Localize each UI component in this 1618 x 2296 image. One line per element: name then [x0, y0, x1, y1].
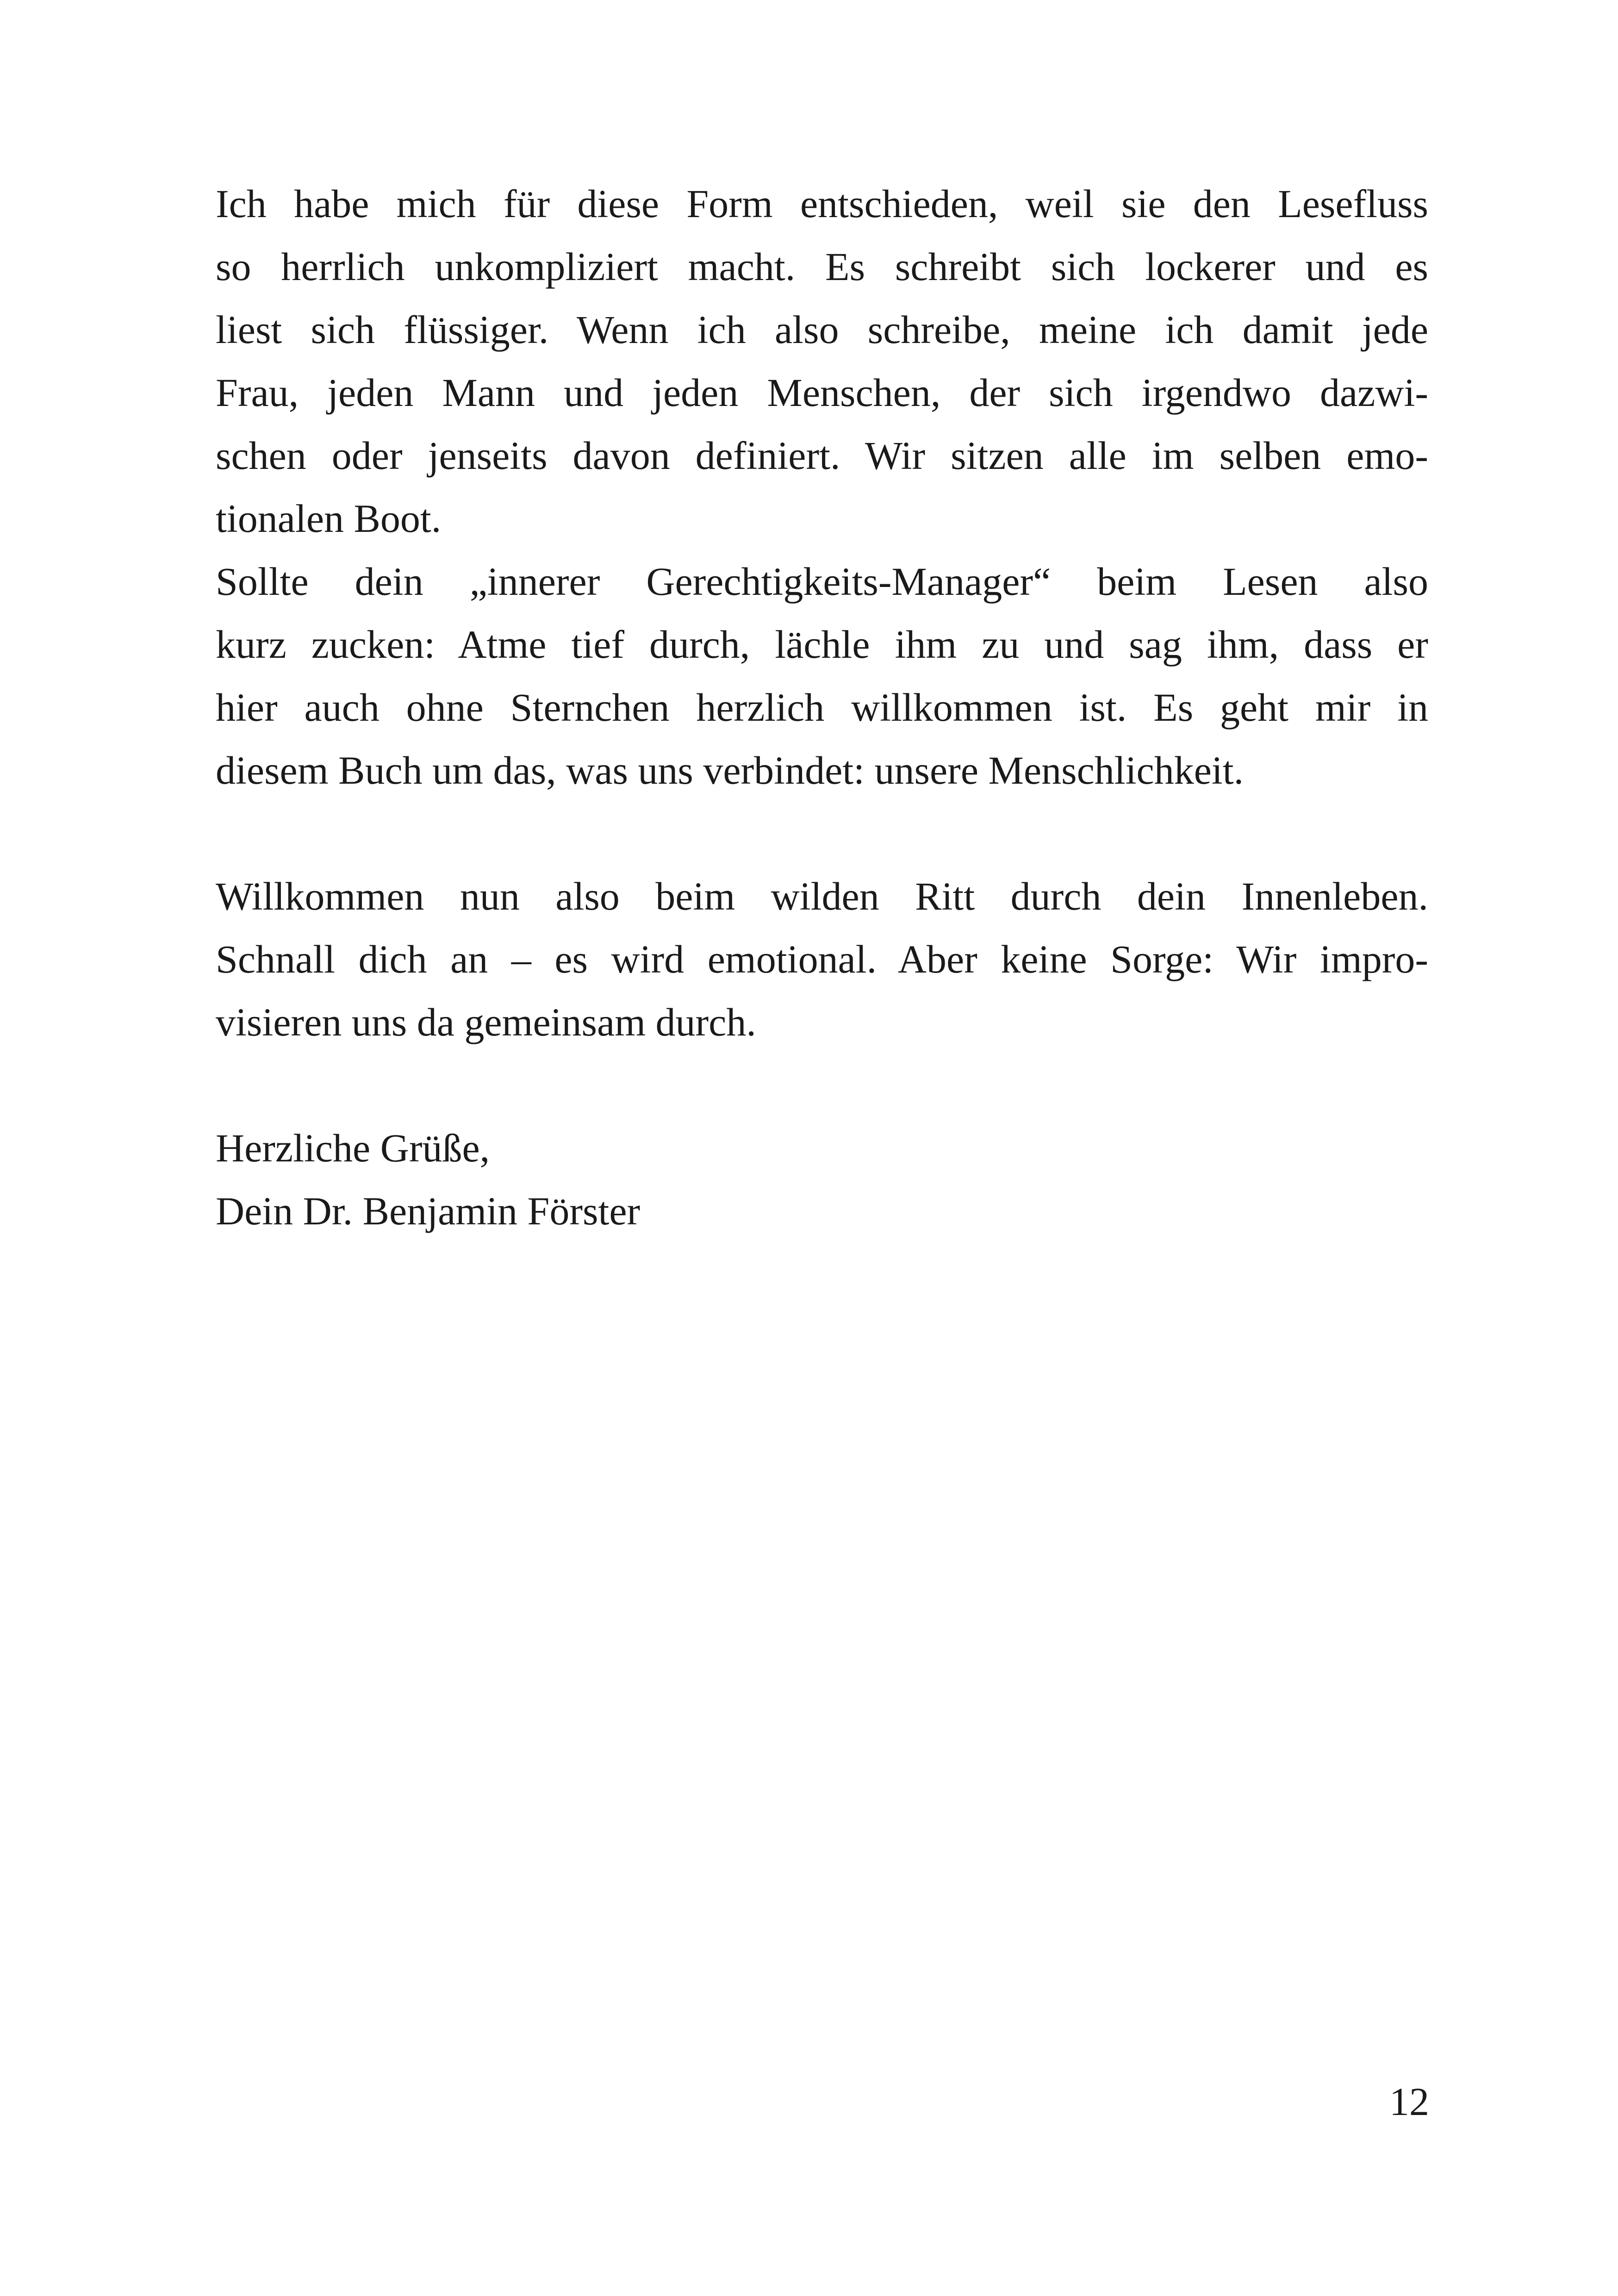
- text-line: tionalen Boot.: [216, 496, 442, 541]
- paragraph-gap: [216, 1054, 1428, 1117]
- text-line: diesem Buch um das, was uns verbindet: unsere Menschlichkeit.: [216, 748, 1244, 792]
- text-line: Ich habe mich für diese Form entschieden, weil sie den Lesefluss: [216, 181, 1428, 226]
- paragraph-justice-manager: [216, 550, 1428, 802]
- text-line: Frau, jeden Mann und jeden Menschen, der sich irgendwo dazwi-: [216, 370, 1428, 415]
- text-line: so herrlich unkompliziert macht. Es schreibt sich lockerer und es: [216, 244, 1428, 289]
- signature-line: Dein Dr. Benjamin Förster: [216, 1189, 641, 1233]
- text-line: visieren uns da gemeinsam durch.: [216, 1000, 756, 1044]
- paragraph-inclusive-language: [216, 172, 1428, 550]
- text-line: kurz zucken: Atme tief durch, lächle ihm zu und sag ihm, dass er: [216, 622, 1428, 667]
- body-text: [216, 172, 1428, 1242]
- closing-signature: [216, 1117, 1428, 1242]
- greeting-line: Herzliche Grüße,: [216, 1126, 490, 1170]
- page-number: 12: [1389, 2079, 1429, 2124]
- text-line: schen oder jenseits davon definiert. Wir sitzen alle im selben emo-: [216, 433, 1428, 478]
- paragraph-welcome: [216, 865, 1428, 1054]
- text-line: Schnall dich an – es wird emotional. Aber keine Sorge: Wir impro-: [216, 937, 1428, 981]
- text-line: Sollte dein „innerer Gerechtigkeits-Manager“ beim Lesen also: [216, 559, 1428, 604]
- text-line: Willkommen nun also beim wilden Ritt durch dein Innenleben.: [216, 874, 1428, 918]
- text-line: hier auch ohne Sternchen herzlich willkommen ist. Es geht mir in: [216, 685, 1428, 730]
- paragraph-gap: [216, 802, 1428, 865]
- text-line: liest sich flüssiger. Wenn ich also schreibe, meine ich damit jede: [216, 307, 1428, 352]
